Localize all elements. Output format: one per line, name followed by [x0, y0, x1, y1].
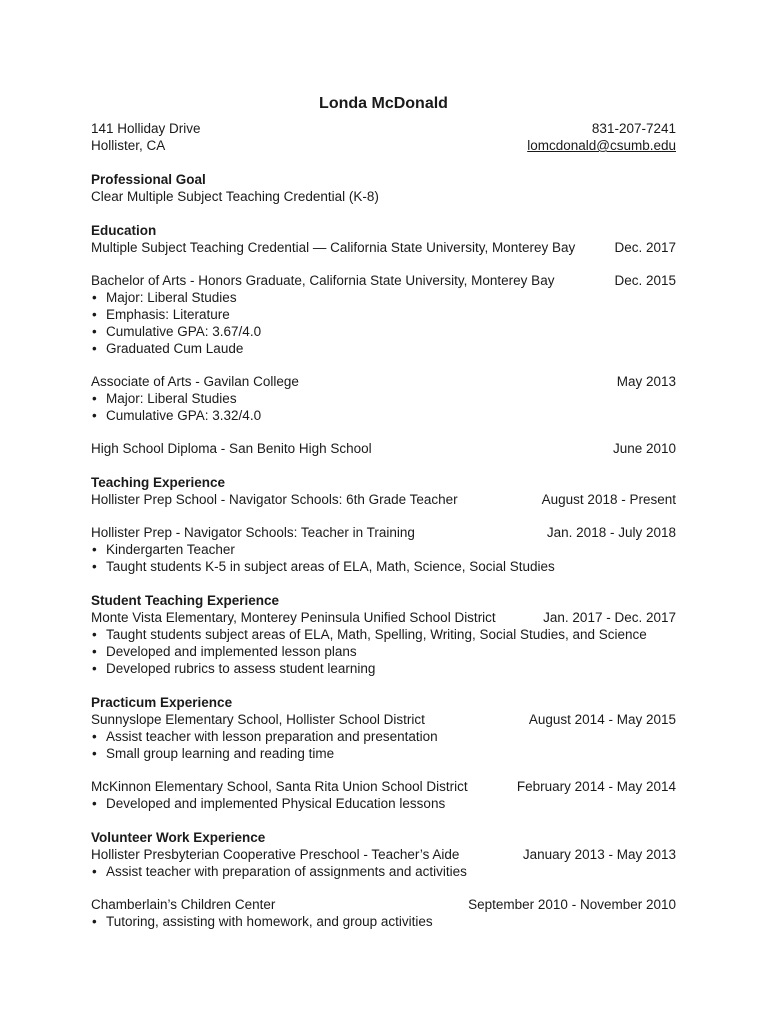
teaching-heading: Teaching Experience: [91, 475, 226, 490]
goal-section: [91, 171, 676, 205]
entry-date: August 2018 - Present: [541, 492, 676, 507]
entry-date: June 2010: [612, 441, 676, 456]
contact-row-1: [91, 120, 676, 137]
entry-date: Jan. 2018 - July 2018: [546, 525, 676, 540]
entry-header: [91, 711, 676, 728]
entry-header: [91, 778, 676, 795]
entry-header: [91, 239, 676, 256]
resume-name: Londa McDonald: [319, 95, 448, 112]
bullet-item: • Taught students subject areas of ELA, Math, Spelling, Writing, Social Studies, and Science: [91, 626, 676, 643]
bullet-item: • Taught students K-5 in subject areas of ELA, Math, Science, Social Studies: [91, 558, 676, 575]
volunteer-heading: Volunteer Work Experience: [91, 830, 266, 845]
bullet-list: [91, 728, 676, 762]
student-teaching-section: [91, 592, 676, 677]
education-entry: [91, 239, 676, 256]
entry-date: Jan. 2017 - Dec. 2017: [543, 610, 676, 625]
bullet-item: • Developed rubrics to assess student learning: [91, 660, 676, 677]
goal-text: Clear Multiple Subject Teaching Credential (K-8): [91, 189, 379, 204]
experience-entry: [91, 711, 676, 762]
education-section: [91, 222, 676, 457]
entry-title: Bachelor of Arts - Honors Graduate, California State University, Monterey Bay: [91, 273, 555, 288]
entry-date: February 2014 - May 2014: [516, 779, 676, 794]
experience-entry: [91, 609, 676, 677]
entry-header: [91, 846, 676, 863]
bullet-item: • Assist teacher with lesson preparation and presentation: [91, 728, 676, 745]
experience-entry: [91, 491, 676, 508]
entry-date: May 2013: [616, 374, 676, 389]
entry-title: Monte Vista Elementary, Monterey Peninsula Unified School District: [91, 610, 496, 625]
bullet-list: [91, 913, 676, 930]
bullet-list: [91, 289, 676, 357]
teaching-section: [91, 474, 676, 575]
bullet-item: • Tutoring, assisting with homework, and group activities: [91, 913, 676, 930]
address-line-2: Hollister, CA: [91, 138, 166, 153]
entry-date: Dec. 2017: [614, 240, 676, 255]
entry-title: Hollister Prep School - Navigator Schools: 6th Grade Teacher: [91, 492, 458, 507]
entry-header: [91, 373, 676, 390]
bullet-list: [91, 863, 676, 880]
bullet-item: • Cumulative GPA: 3.67/4.0: [91, 323, 676, 340]
entry-date: Dec. 2015: [614, 273, 676, 288]
experience-entry: [91, 846, 676, 880]
entry-header: [91, 491, 676, 508]
entry-header: [91, 609, 676, 626]
entry-title: Sunnyslope Elementary School, Hollister School District: [91, 712, 425, 727]
bullet-item: • Developed and implemented Physical Education lessons: [91, 795, 676, 812]
entry-date: January 2013 - May 2013: [522, 847, 676, 862]
volunteer-section: [91, 829, 676, 930]
bullet-item: • Kindergarten Teacher: [91, 541, 676, 558]
entry-title: Chamberlain’s Children Center: [91, 897, 276, 912]
bullet-item: • Graduated Cum Laude: [91, 340, 676, 357]
education-entry: [91, 440, 676, 457]
practicum-heading: Practicum Experience: [91, 695, 233, 710]
bullet-list: [91, 795, 676, 812]
education-entry: [91, 272, 676, 357]
experience-entry: [91, 778, 676, 812]
entry-title: McKinnon Elementary School, Santa Rita Union School District: [91, 779, 468, 794]
bullet-item: • Assist teacher with preparation of assignments and activities: [91, 863, 676, 880]
phone-number: 831-207-7241: [591, 121, 676, 136]
practicum-section: [91, 694, 676, 812]
bullet-list: [91, 626, 676, 677]
entry-header: [91, 896, 676, 913]
entry-header: [91, 524, 676, 541]
entry-title: Multiple Subject Teaching Credential — California State University, Monterey Bay: [91, 240, 576, 255]
entry-header: [91, 272, 676, 289]
student-teaching-heading: Student Teaching Experience: [91, 593, 280, 608]
education-entry: [91, 373, 676, 424]
bullet-item: • Major: Liberal Studies: [91, 390, 676, 407]
entry-title: Associate of Arts - Gavilan College: [91, 374, 299, 389]
bullet-item: • Emphasis: Literature: [91, 306, 676, 323]
contact-row-2: [91, 137, 676, 154]
entry-title: Hollister Prep - Navigator Schools: Teacher in Training: [91, 525, 415, 540]
entry-title: Hollister Presbyterian Cooperative Preschool - Teacher’s Aide: [91, 847, 460, 862]
entry-date: September 2010 - November 2010: [468, 897, 676, 912]
education-heading: Education: [91, 223, 157, 238]
entry-date: August 2014 - May 2015: [528, 712, 676, 727]
experience-entry: [91, 524, 676, 575]
address-line-1: 141 Holliday Drive: [91, 121, 201, 136]
entry-title: High School Diploma - San Benito High School: [91, 441, 372, 456]
bullet-item: • Small group learning and reading time: [91, 745, 676, 762]
entry-header: [91, 440, 676, 457]
bullet-list: [91, 541, 676, 575]
email-link[interactable]: lomcdonald@csumb.edu: [527, 138, 676, 153]
bullet-item: • Cumulative GPA: 3.32/4.0: [91, 407, 676, 424]
bullet-list: [91, 390, 676, 424]
goal-heading: Professional Goal: [91, 172, 206, 187]
experience-entry: [91, 896, 676, 930]
bullet-item: • Developed and implemented lesson plans: [91, 643, 676, 660]
bullet-item: • Major: Liberal Studies: [91, 289, 676, 306]
